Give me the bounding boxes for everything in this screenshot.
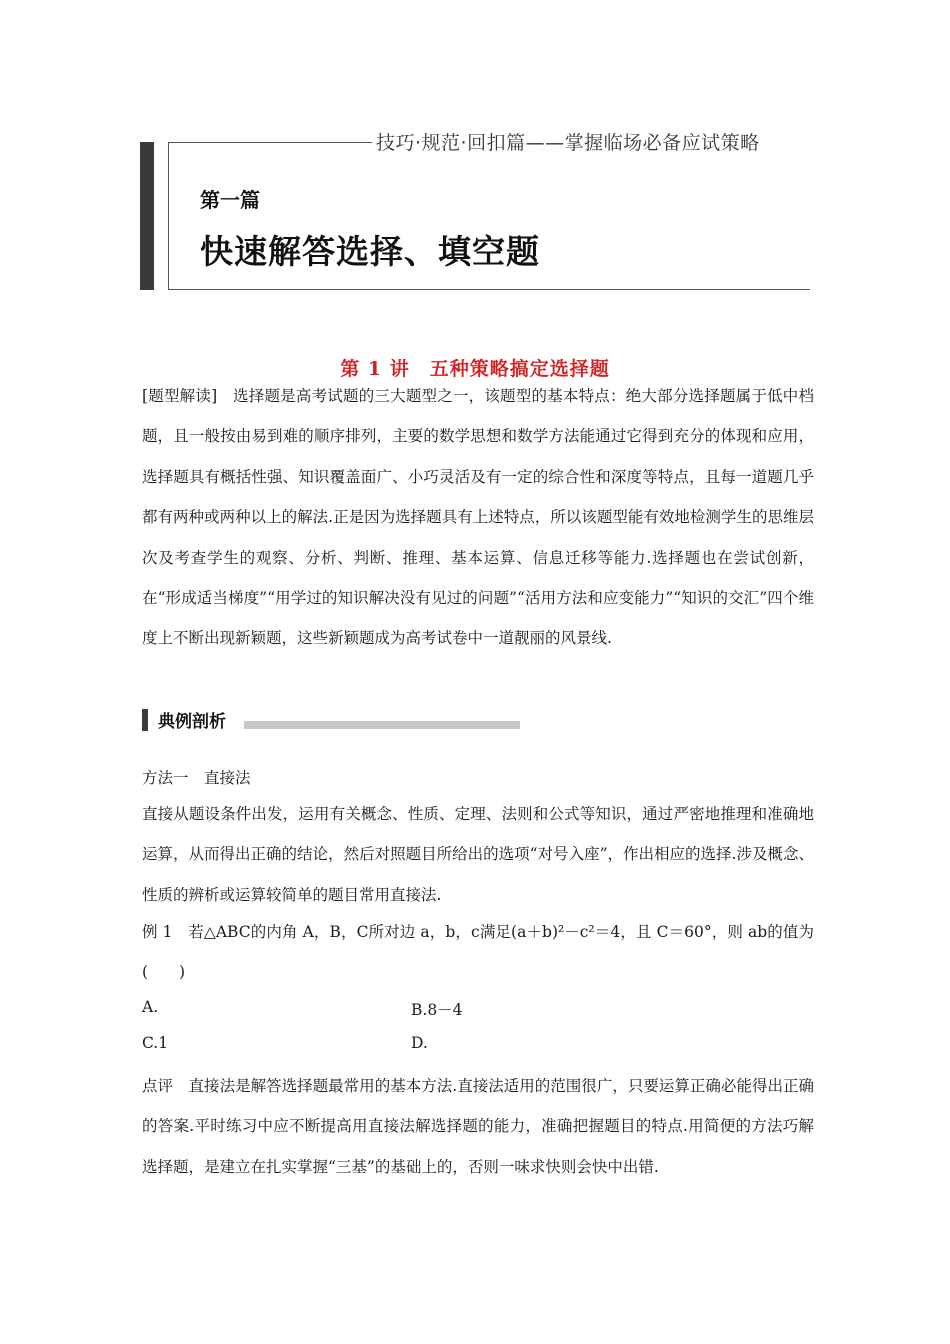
option-d: D. xyxy=(411,1034,428,1052)
section-marker xyxy=(142,709,148,731)
header-left-rule xyxy=(168,142,169,290)
lesson-title: 第 1 讲 五种策略搞定选择题 xyxy=(340,358,610,380)
intro-paragraph: [题型解读] 选择题是高考试题的三大题型之一，该题型的基本特点：绝大部分选择题属于低中档题，且一般按由易到难的顺序排列，主要的数学思想和数学方法能通过它得到充分的体现和应用，选择题具有概括性强、知识覆盖面广、小巧灵活及有一定的综合性和深度等特点，且每一道题几乎都有两种或两种以上的解法.正是因为选择题具有上述特点，所以该题型能有效地检测学生的思维层次及考查学生的观察、分析、判断、推理、基本运算、信息迁移等能力.选择题也在尝试创新，在“形成适当梯度”“用学过的知识解决没有见过的问题”“活用方法和应变能力”“知识的交汇”四个维度上不断出现新颖题，这些新颖题成为高考试卷中一道靓丽的风景线. xyxy=(142,387,814,648)
header-subtitle: 技巧·规范·回扣篇——掌握临场必备应试策略 xyxy=(376,132,760,154)
header-top-rule xyxy=(168,142,372,143)
example-question: 例 1 若△ABC的内角 A，B，C所对边 a，b，c满足(a＋b)²－c²＝4，且 C＝60°，则 ab的值为( ) xyxy=(142,923,814,982)
method-title: 方法一 直接法 xyxy=(142,769,251,787)
header-accent-bar xyxy=(140,142,154,290)
part-label: 第一篇 xyxy=(200,188,260,212)
header-bottom-rule xyxy=(168,289,810,290)
option-c: C.1 xyxy=(142,1034,169,1052)
section-rule xyxy=(244,721,520,729)
method-body: 直接从题设条件出发，运用有关概念、性质、定理、法则和公式等知识，通过严密地推理和准确地运算，从而得出正确的结论，然后对照题目所给出的选项“对号入座”，作出相应的选择.涉及概念、性质的辨析或运算较简单的题目常用直接法. xyxy=(142,805,814,904)
comment-paragraph: 点评 直接法是解答选择题最常用的基本方法.直接法适用的范围很广，只要运算正确必能得出正确的答案.平时练习中应不断提高用直接法解选择题的能力，准确把握题目的特点.用简便的方法巧解选择题，是建立在扎实掌握“三基”的基础上的，否则一味求快则会快中出错. xyxy=(142,1077,814,1176)
option-b: B.8－4 xyxy=(411,1001,463,1019)
part-title: 快速解答选择、填空题 xyxy=(200,232,540,271)
option-a: A. xyxy=(142,998,159,1016)
section-heading: 典例剖析 xyxy=(158,712,226,732)
